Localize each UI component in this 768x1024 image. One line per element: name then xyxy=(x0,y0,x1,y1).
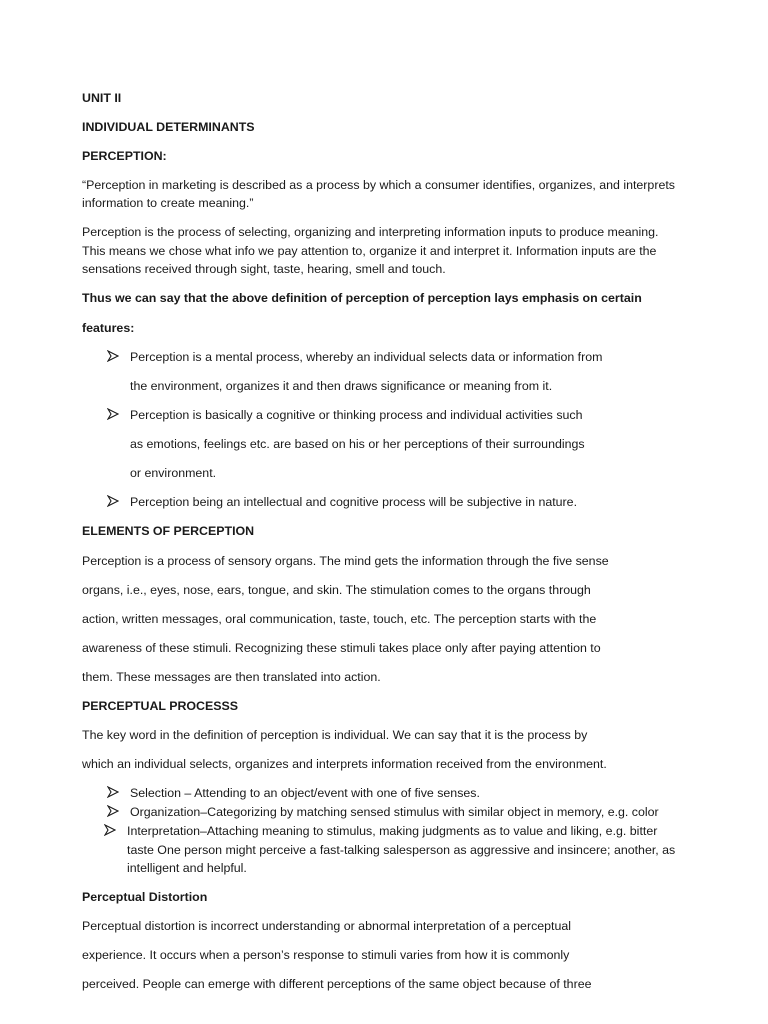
process-intro-line: which an individual selects, organizes and interprets information received from the environment. xyxy=(82,757,607,771)
elements-line: them. These messages are then translated into action. xyxy=(82,670,381,684)
feature-line: Perception is basically a cognitive or thinking process and individual activities such xyxy=(130,408,583,422)
quote-line: information to create meaning.” xyxy=(82,196,254,210)
distortion-line: perceived. People can emerge with different perceptions of the same object because of three xyxy=(82,977,592,991)
arrow-bullet-icon xyxy=(107,495,119,507)
process-heading: PERCEPTUAL PROCESSS xyxy=(82,699,239,713)
arrow-bullet-icon xyxy=(107,805,119,817)
process-step-line: intelligent and helpful. xyxy=(127,861,247,875)
process-step-line: Interpretation–Attaching meaning to stimulus, making judgments as to value and liking, e.g. bitter xyxy=(127,824,658,838)
feature-line: or environment. xyxy=(130,466,217,480)
process-intro-line: The key word in the definition of perception is individual. We can say that it is the process by xyxy=(82,728,588,742)
elements-line: action, written messages, oral communication, taste, touch, etc. The perception starts with the xyxy=(82,612,597,626)
distortion-line: Perceptual distortion is incorrect understanding or abnormal interpretation of a perceptual xyxy=(82,919,572,933)
elements-line: Perception is a process of sensory organs. The mind gets the information through the five sense xyxy=(82,554,609,568)
perception-heading: PERCEPTION: xyxy=(82,149,167,163)
process-step-line: taste One person might perceive a fast-talking salesperson as aggressive and insincere; another, as xyxy=(127,843,676,857)
unit-heading: UNIT II xyxy=(82,91,122,105)
arrow-bullet-icon xyxy=(107,350,119,362)
arrow-bullet-icon xyxy=(104,824,116,836)
arrow-bullet-icon xyxy=(107,408,119,420)
features-intro-line: features: xyxy=(82,321,135,335)
feature-line: the environment, organizes it and then draws significance or meaning from it. xyxy=(130,379,553,393)
section-title: INDIVIDUAL DETERMINANTS xyxy=(82,120,255,134)
elements-line: organs, i.e., eyes, nose, ears, tongue, and skin. The stimulation comes to the organs through xyxy=(82,583,591,597)
definition-line: sensations received through sight, taste, hearing, smell and touch. xyxy=(82,262,446,276)
process-step-line: Selection – Attending to an object/event with one of five senses. xyxy=(130,786,480,800)
feature-line: as emotions, feelings etc. are based on his or her perceptions of their surroundings xyxy=(130,437,585,451)
process-step-line: Organization–Categorizing by matching sensed stimulus with similar object in memory, e.g. color xyxy=(130,805,659,819)
quote-line: “Perception in marketing is described as a process by which a consumer identifies, organizes, and interprets xyxy=(82,178,675,192)
feature-line: Perception being an intellectual and cognitive process will be subjective in nature. xyxy=(130,495,578,509)
definition-line: This means we chose what info we pay attention to, organize it and interpret it. Information inputs are the xyxy=(82,244,657,258)
distortion-heading: Perceptual Distortion xyxy=(82,890,208,904)
elements-heading: ELEMENTS OF PERCEPTION xyxy=(82,524,255,538)
arrow-bullet-icon xyxy=(107,786,119,798)
elements-line: awareness of these stimuli. Recognizing these stimuli takes place only after paying attention to xyxy=(82,641,601,655)
feature-line: Perception is a mental process, whereby an individual selects data or information from xyxy=(130,350,603,364)
definition-line: Perception is the process of selecting, organizing and interpreting information inputs to produce meaning. xyxy=(82,225,659,239)
features-intro-line: Thus we can say that the above definition of perception of perception lays emphasis on certain xyxy=(82,291,642,305)
distortion-line: experience. It occurs when a person’s response to stimuli varies from how it is commonly xyxy=(82,948,570,962)
